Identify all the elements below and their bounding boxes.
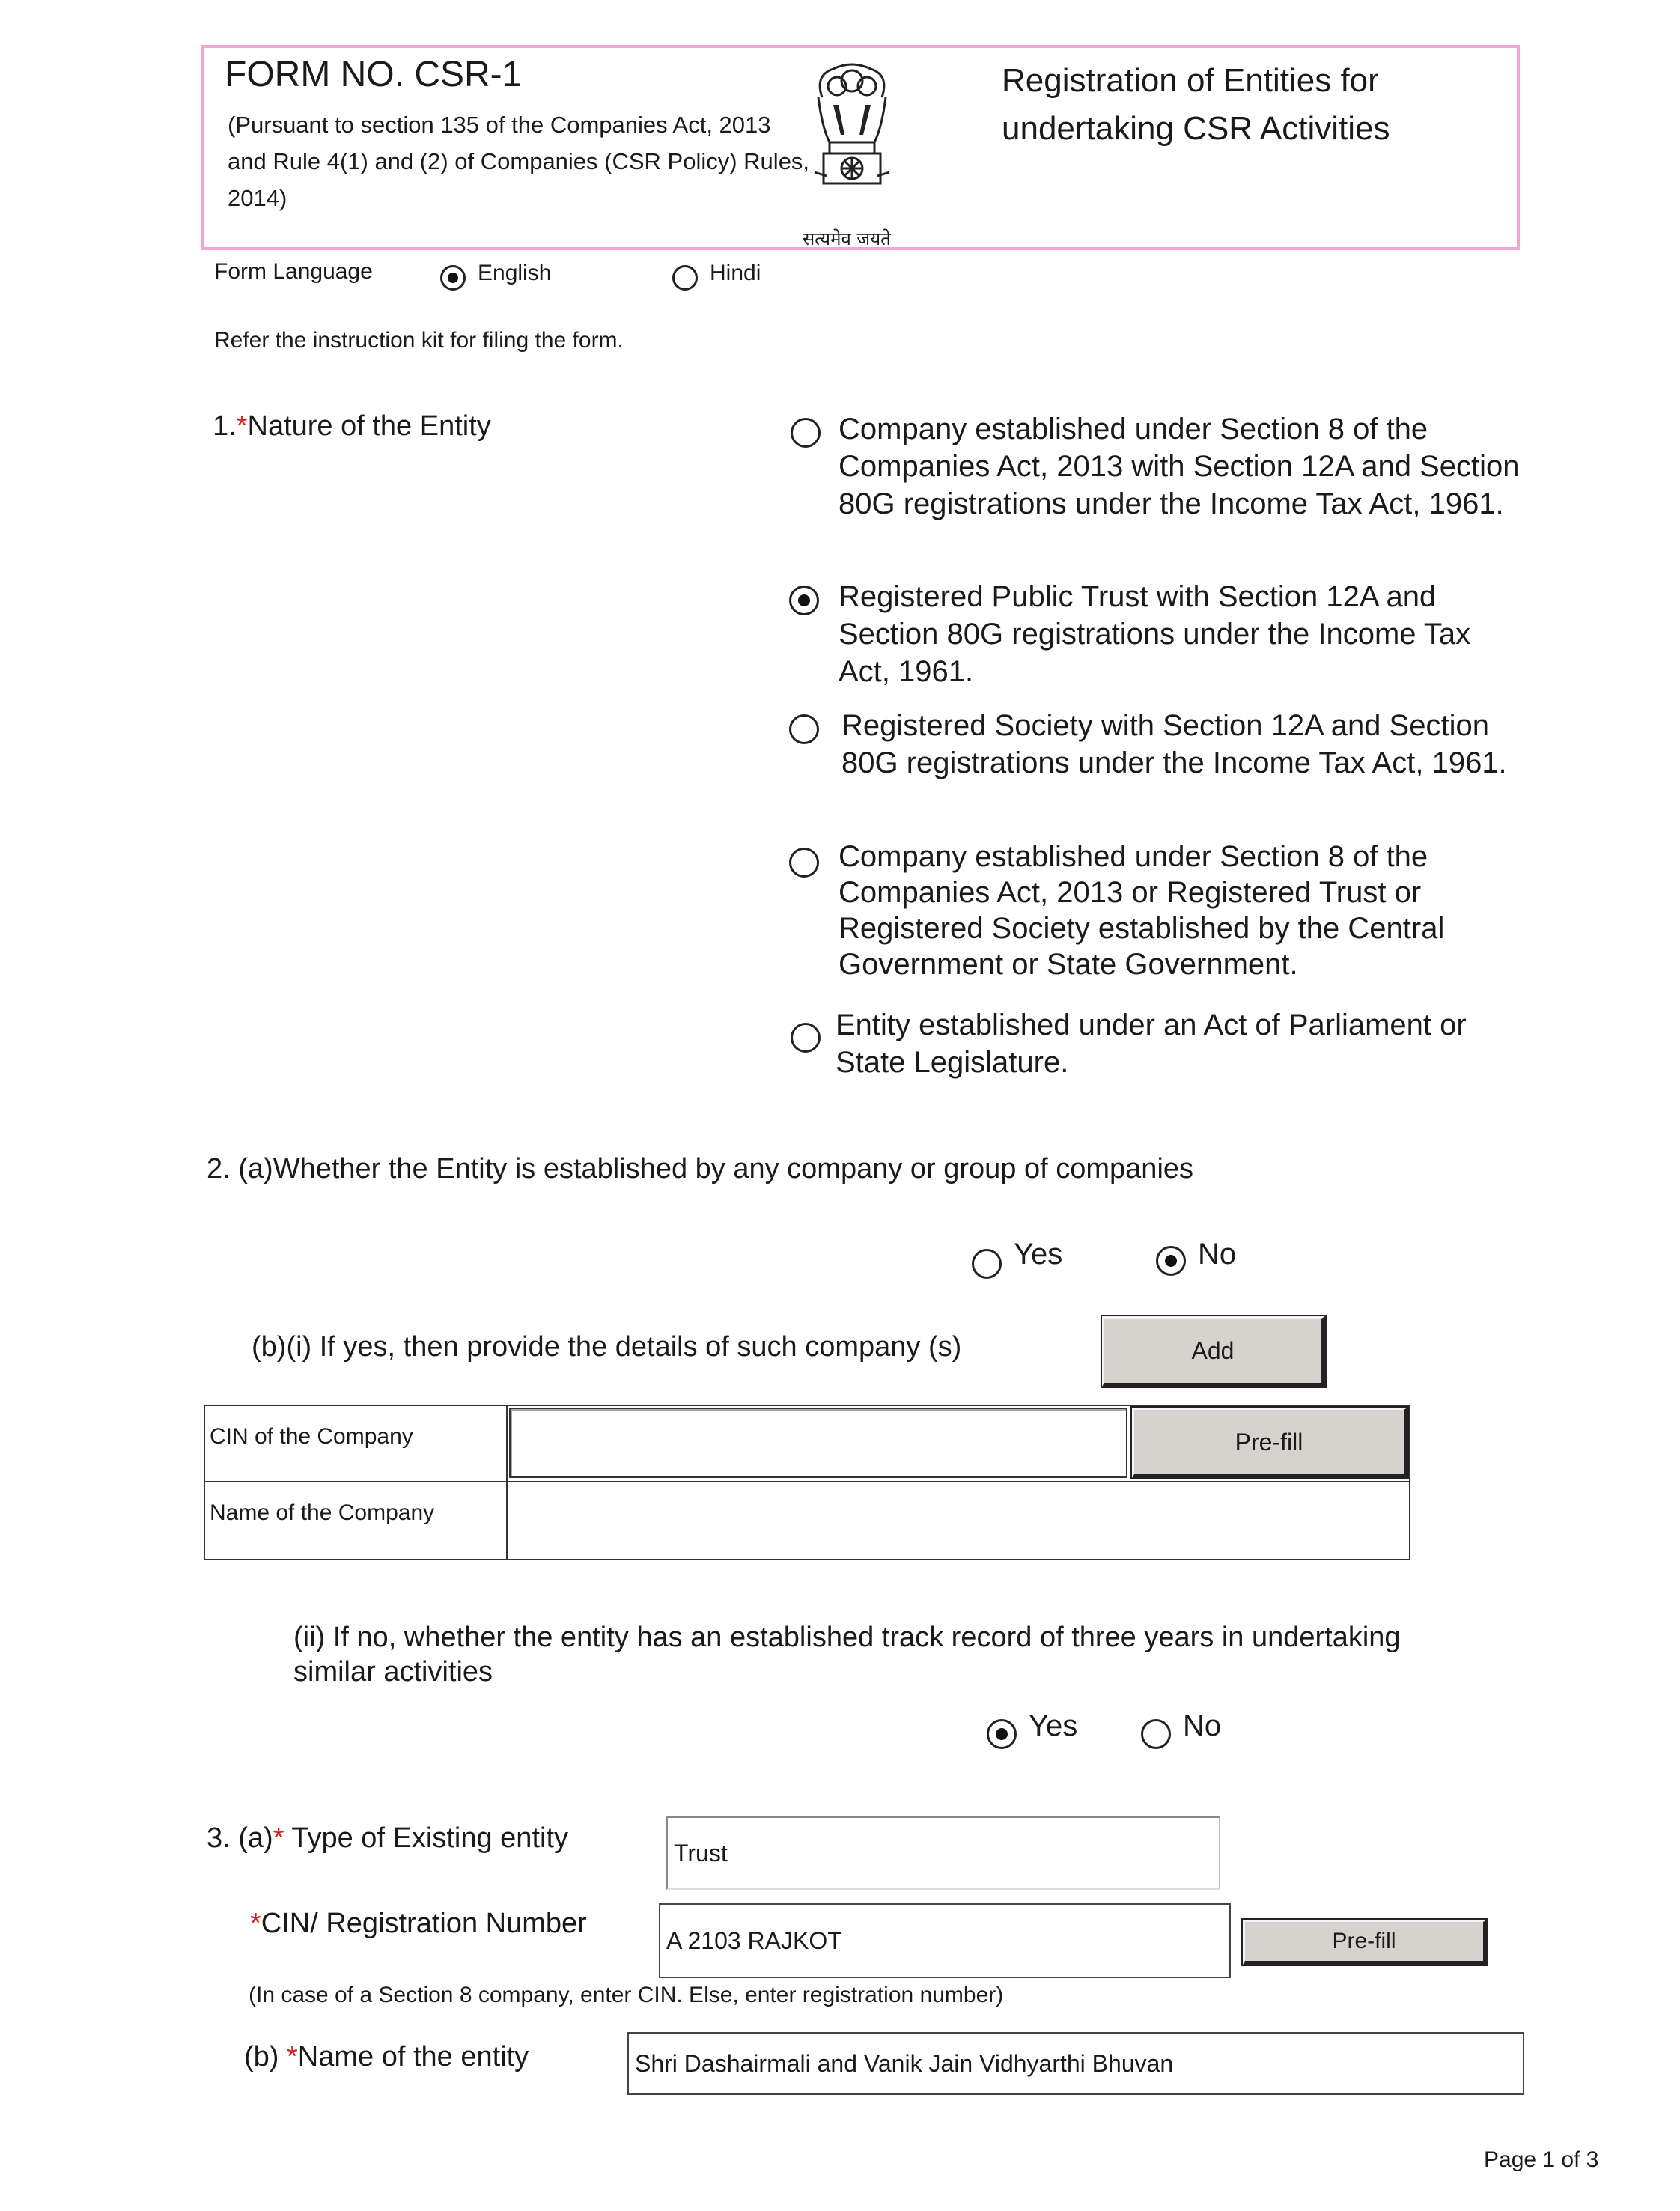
language-english-radio[interactable]: [440, 265, 466, 291]
registration-number-field[interactable]: A 2103 RAJKOT: [659, 1903, 1231, 1978]
q3a-text: Type of Existing entity: [284, 1822, 568, 1854]
table-divider: [506, 1405, 508, 1560]
entity-name-field[interactable]: Shri Dashairmali and Vanik Jain Vidhyarthi Bhuvan: [627, 2032, 1524, 2095]
add-company-button[interactable]: Add: [1102, 1316, 1325, 1387]
entity-option-1-radio[interactable]: [791, 418, 821, 448]
entity-option-5-radio[interactable]: [791, 1023, 821, 1053]
instruction-text: Refer the instruction kit for filing the form.: [214, 328, 624, 353]
q3a-prefix: 3. (a): [207, 1822, 273, 1854]
required-mark: *: [236, 410, 248, 442]
q2-ii-no-radio[interactable]: [1141, 1719, 1171, 1749]
emblem-motto: सत्यमेव जयते: [803, 228, 891, 249]
q2a-yes-radio[interactable]: [972, 1249, 1002, 1279]
q2-ii-label: (ii) If no, whether the entity has an established track record of three years in undertaking similar activities: [293, 1622, 1401, 1688]
form-title: Registration of Entities for undertaking CSR Activities: [1002, 62, 1390, 147]
language-english-label: English: [478, 261, 552, 285]
table-divider: [204, 1481, 1410, 1482]
entity-option-3-radio[interactable]: [789, 714, 819, 744]
q2a-yes-label: Yes: [1014, 1238, 1063, 1271]
company-prefill-button[interactable]: Pre-fill: [1132, 1408, 1407, 1478]
entity-option-5-label: Entity established under an Act of Parliament or State Legislature.: [836, 1009, 1467, 1079]
q2-ii-yes-radio[interactable]: [987, 1719, 1017, 1749]
language-hindi-label: Hindi: [710, 261, 761, 285]
entity-option-2-radio[interactable]: [789, 586, 819, 615]
registration-number-note: (In case of a Section 8 company, enter CIN. Else, enter registration number): [249, 1983, 1004, 2007]
registration-number-label: [250, 1908, 587, 1940]
state-emblem-icon: [792, 52, 912, 202]
required-mark: *: [287, 2041, 298, 2072]
name-of-company-field[interactable]: [509, 1484, 1407, 1557]
name-of-company-label: Name of the Company: [210, 1500, 435, 1525]
cin-of-company-label: CIN of the Company: [210, 1424, 413, 1449]
entity-type-field[interactable]: Trust: [666, 1816, 1220, 1890]
required-mark: *: [273, 1822, 284, 1854]
q2-ii-no-label: No: [1183, 1709, 1222, 1742]
entity-option-3-label: Registered Society with Section 12A and Section 80G registrations under the Income Tax Act, 1961.: [841, 709, 1507, 779]
q2a-no-label: No: [1198, 1238, 1237, 1271]
entity-prefill-button[interactable]: Pre-fill: [1243, 1920, 1487, 1965]
q1-label: [213, 410, 491, 442]
page-number: Page 1 of 3: [1484, 2147, 1599, 2172]
entity-option-4-radio[interactable]: [789, 848, 819, 878]
form-number: FORM NO. CSR-1: [225, 55, 523, 94]
q3b-label: [244, 2041, 529, 2073]
q3b-text: Name of the entity: [297, 2041, 529, 2072]
q1-number: 1.: [213, 410, 237, 442]
form-pursuant-text: (Pursuant to section 135 of the Companies Act, 2013 and Rule 4(1) and (2) of Companies (CSR Policy) Rules, 2014): [228, 112, 810, 211]
q2b-label: (b)(i) If yes, then provide the details of such company (s): [252, 1331, 962, 1363]
cin-of-company-input[interactable]: [509, 1408, 1127, 1478]
required-mark: *: [250, 1908, 261, 1939]
entity-option-1-label: Company established under Section 8 of the Companies Act, 2013 with Section 12A and Section 80G registrations under the Income Tax Act, 1961.: [839, 413, 1520, 520]
q1-text: Nature of the Entity: [247, 410, 491, 442]
form-language-label: Form Language: [214, 259, 373, 284]
entity-option-4-label: Company established under Section 8 of the Companies Act, 2013 or Registered Trust or Registered Society established by the Central Government or State Government.: [839, 840, 1445, 981]
registration-number-text: CIN/ Registration Number: [261, 1908, 587, 1939]
q2a-label: 2. (a)Whether the Entity is established by any company or group of companies: [207, 1153, 1194, 1184]
q2a-no-radio[interactable]: [1156, 1246, 1186, 1276]
q3a-label: [207, 1822, 568, 1855]
entity-option-2-label: Registered Public Trust with Section 12A and Section 80G registrations under the Income Tax Act, 1961.: [839, 580, 1471, 688]
language-hindi-radio[interactable]: [672, 265, 698, 291]
q3b-prefix: (b): [244, 2041, 287, 2072]
q2-ii-yes-label: Yes: [1029, 1709, 1078, 1742]
